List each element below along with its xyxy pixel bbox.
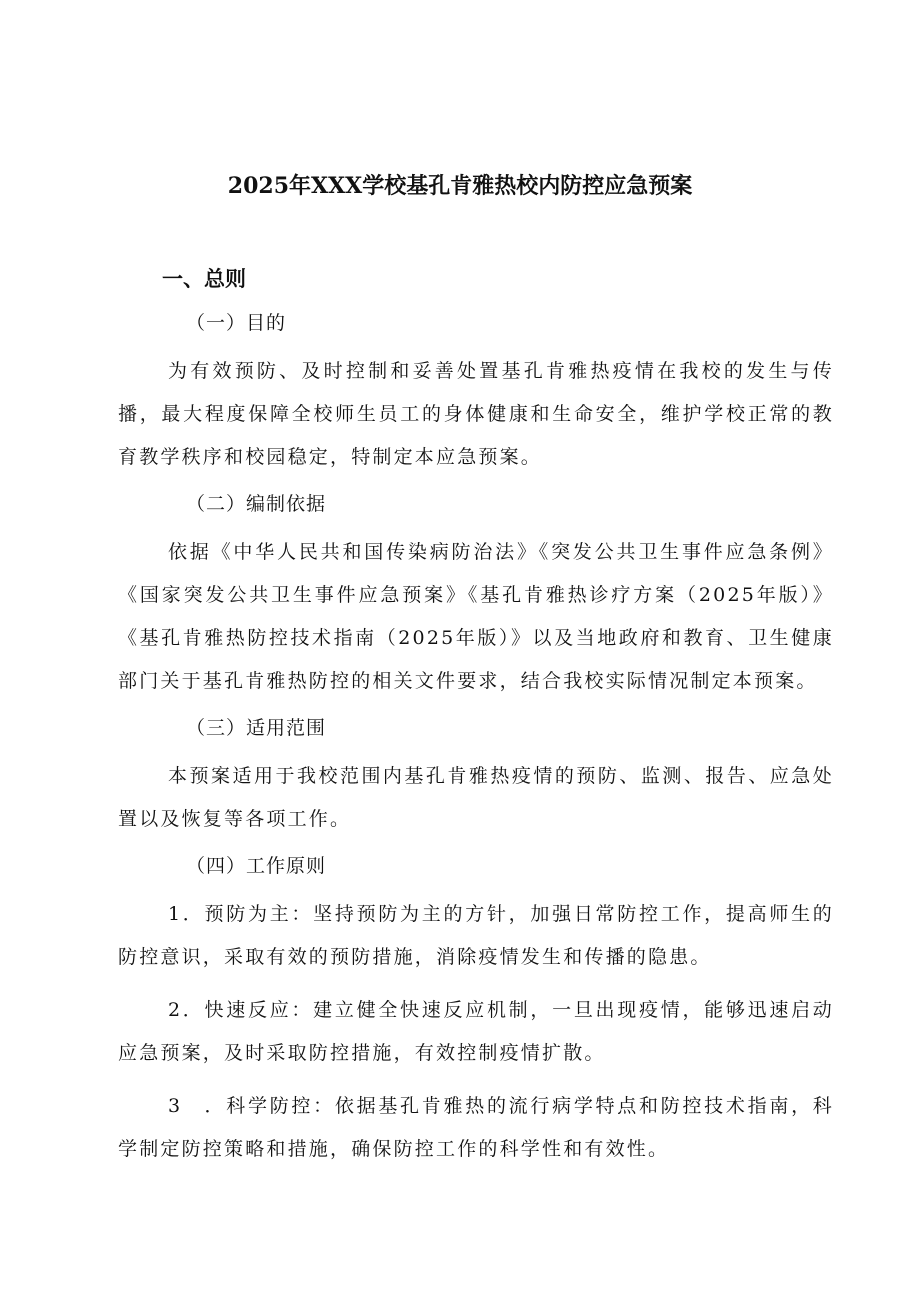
document-body [118, 262, 834, 1181]
principle-item: 3 ．科学防控：依据基孔肯雅热的流行病学特点和防控技术指南，科学制定防控策略和措施，确保防控工作的科学性和有效性。 [118, 1095, 834, 1160]
section-heading-general: 一、总则 [162, 267, 246, 291]
paragraph-purpose: 为有效预防、及时控制和妥善处置基孔肯雅热疫情在我校的发生与传播，最大程度保障全校师生员工的身体健康和生命安全，维护学校正常的教育教学秩序和校园稳定，特制定本应急预案。 [118, 360, 834, 468]
principle-item: 1．预防为主：坚持预防为主的方针，加强日常防控工作，提高师生的防控意识，采取有效的预防措施，消除疫情发生和传播的隐患。 [118, 903, 834, 968]
document-title: 2025年XXX学校基孔肯雅热校内防控应急预案 [227, 173, 693, 199]
subsection-heading-principles: （四）工作原则 [186, 855, 327, 877]
subsection-heading-basis: （二）编制依据 [186, 493, 327, 515]
subsection-heading-purpose: （一）目的 [186, 312, 287, 334]
paragraph-basis: 依据《中华人民共和国传染病防治法》《突发公共卫生事件应急条例》《国家突发公共卫生事件应急预案》《基孔肯雅热诊疗方案（2025年版）》《基孔肯雅热防控技术指南（2025年版）》以及当地政府和教育、卫生健康部门关于基孔肯雅热防控的相关文件要求，结合我校实际情况制定本预案。 [118, 541, 834, 692]
principle-item: 2．快速反应：建立健全快速反应机制，一旦出现疫情，能够迅速启动应急预案，及时采取防控措施，有效控制疫情扩散。 [118, 999, 834, 1064]
paragraph-scope: 本预案适用于我校范围内基孔肯雅热疫情的预防、监测、报告、应急处置以及恢复等各项工作。 [118, 765, 834, 830]
subsection-heading-scope: （三）适用范围 [186, 717, 327, 739]
